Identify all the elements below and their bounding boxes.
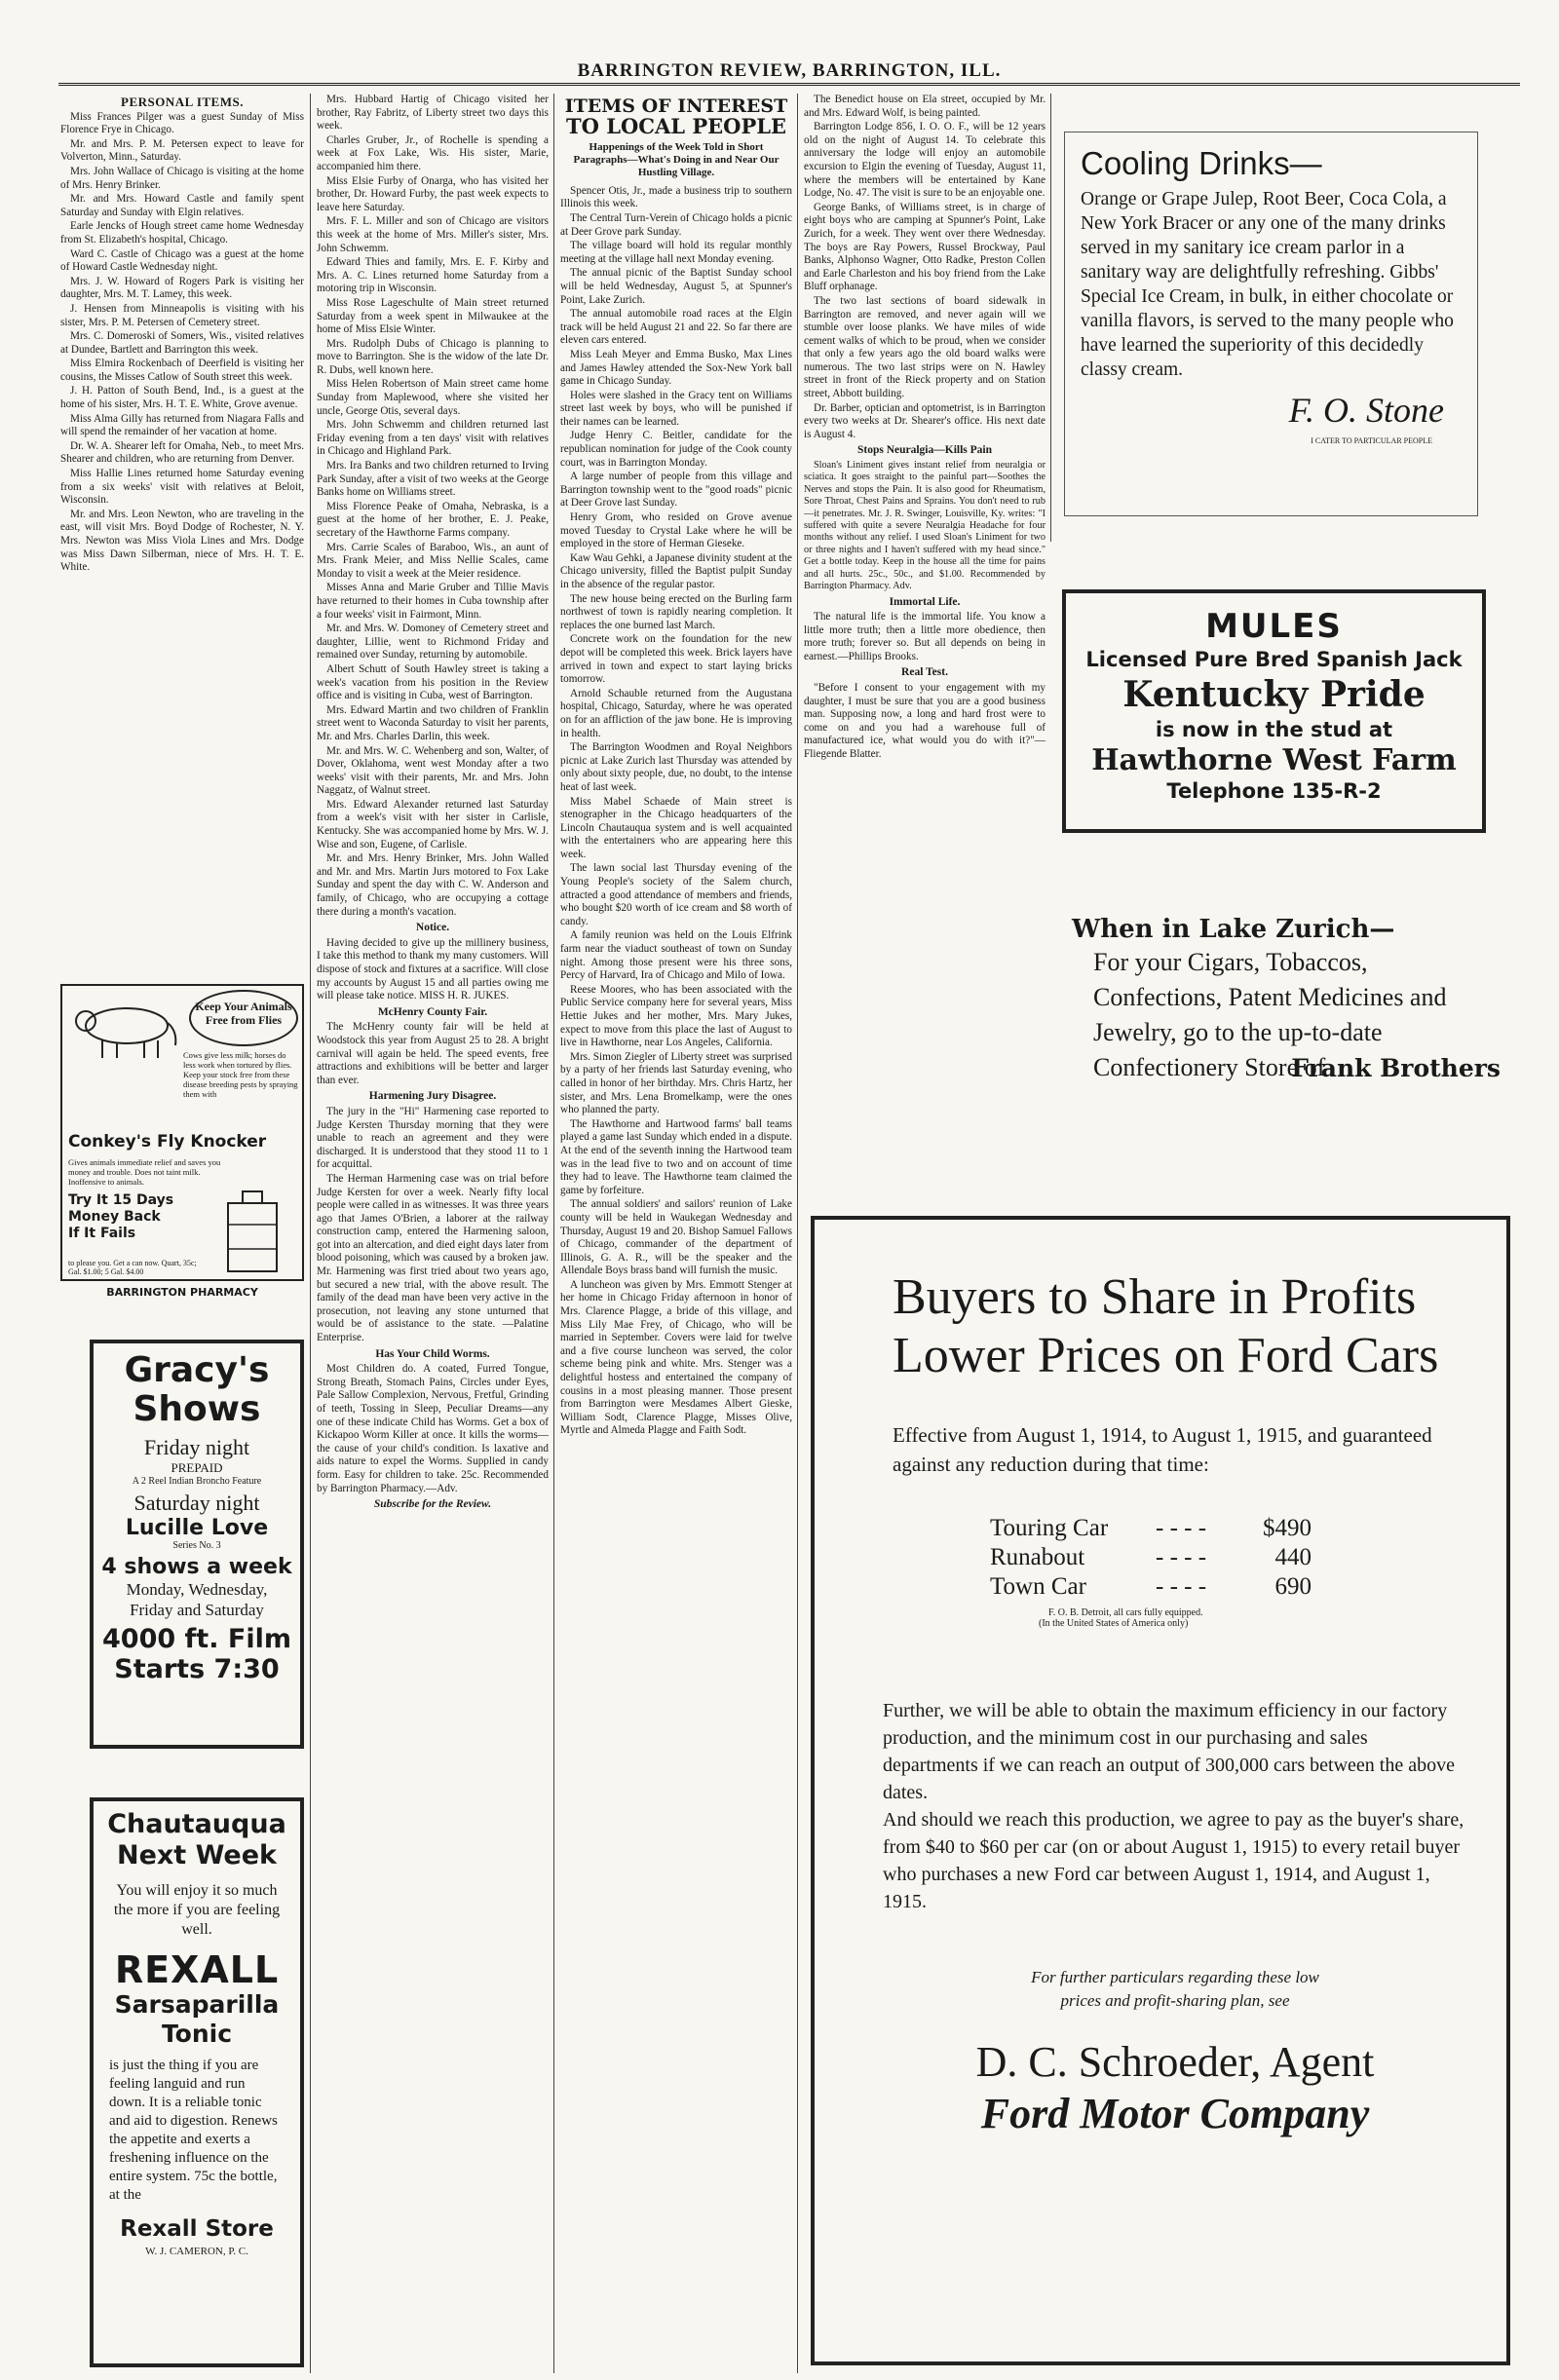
- ford-model-name: Touring Car: [990, 1515, 1109, 1541]
- ford-fob-note: (In the United States of America only): [1039, 1618, 1189, 1629]
- mules-line2: is now in the stud at: [1155, 718, 1393, 741]
- personal-item: Mr. and Mrs. Henry Brinker, Mrs. John Walled and Mr. and Mrs. Martin Jurs motored to Fox Lake Sunday and spent the day with C. W. Anderson and family, of Chicago, who are occupying a cottage there during a month's vacation.: [317, 852, 549, 918]
- personal-item: Miss Elmira Rockenbach of Deerfield is visiting her cousins, the Misses Catlow of South street this week.: [60, 358, 304, 383]
- ford-model-price: 440: [1274, 1544, 1312, 1570]
- local-item: The annual picnic of the Baptist Sunday school will be held Wednesday, August 5, at Spunner's Point, Lake Zurich.: [560, 267, 792, 306]
- chautauqua-next-week: Next Week: [116, 1840, 278, 1870]
- gracy-film: 4000 ft. Film: [102, 1624, 291, 1654]
- frank-brothers: Frank Brothers: [1291, 1054, 1501, 1082]
- ford-model-price: $490: [1263, 1515, 1312, 1541]
- misc-column: [804, 94, 1046, 1214]
- column-rule: [553, 94, 554, 2373]
- immortal-text: The natural life is the immortal life. You know a little more truth; then a little more obedience, then more truth; forever so. But all depends on being in earnest.—Phillips Brooks.: [804, 611, 1046, 662]
- conkey-can-illustration: [218, 1186, 286, 1273]
- ford-model-name: Town Car: [990, 1573, 1086, 1600]
- local-item: Miss Leah Meyer and Emma Busko, Max Lines and James Hawley attended the Sox-New York ball game in Chicago Sunday.: [560, 348, 792, 388]
- local-item: Holes were slashed in the Gracy tent on Williams street last week by boys, who will be punished if their names can be learned.: [560, 389, 792, 428]
- chautauqua-title: Chautauqua: [107, 1809, 286, 1839]
- gracy-four-shows: 4 shows a week: [101, 1555, 292, 1579]
- rexall-store: Rexall Store: [120, 2216, 274, 2242]
- local-item: Kaw Wau Gehki, a Japanese divinity student at the Chicago university, filled the Baptist pulpit Sunday in the absence of the regular pastor.: [560, 551, 792, 590]
- personal-item: Mr. and Mrs. W. C. Wehenberg and son, Walter, of Dover, Oklahoma, went west Monday after a two weeks' visit with their parents, Mr. and Mrs. John Naggatz, of Walnut street.: [317, 744, 549, 797]
- ford-headline-1: Buyers to Share in Profits: [893, 1269, 1417, 1325]
- items-headline: ITEMS OF INTEREST: [564, 95, 788, 117]
- local-people-headline: TO LOCAL PEOPLE: [565, 114, 787, 139]
- gracy-prepaid: PREPAID: [171, 1460, 223, 1475]
- ford-particulars: For further particulars regarding these low prices and profit-sharing plan, see: [1031, 1968, 1319, 2010]
- jury-text: The jury in the "Hi" Harmening case reported to Judge Kersten Thursday morning that they were unable to reach an agreement and they were discharged. It is understood that they stood 11 to 1 for acquittal.: [317, 1105, 549, 1171]
- ford-further: Further, we will be able to obtain the maximum efficiency in our factory production, and the minimum cost in our purchasing and sales departments if we can reach an output of 300,000 cars between the above dates.: [883, 1700, 1455, 1803]
- personal-item: Albert Schutt of South Hawley street is taking a week's vacation from his position in the Review office and is visiting in Cuba, west of Barrington.: [317, 662, 549, 702]
- gracy-series: Series No. 3: [172, 1540, 221, 1551]
- worms-heading: Has Your Child Worms.: [375, 1347, 490, 1360]
- personal-items-column: [60, 94, 304, 1019]
- notice-heading: Notice.: [415, 922, 450, 934]
- personal-item: Mr. and Mrs. Howard Castle and family spent Saturday and Sunday with Elgin relatives.: [60, 193, 304, 218]
- col3-items: [560, 185, 792, 1438]
- personal-item: Mrs. Edward Martin and two children of Franklin street went to Waconda Saturday to visit her parents, Mr. and Mrs. Charles Darlin, this week.: [317, 703, 549, 742]
- local-item: Concrete work on the foundation for the new depot will be completed this week. Brick layers have arrived in town and expect to start laying bricks tomorrow.: [560, 633, 792, 686]
- ford-price-row: [990, 1514, 1312, 1543]
- rexall-title: REXALL: [114, 1948, 280, 1991]
- personal-item: Mrs. John Wallace of Chicago is visiting at the home of Mrs. Henry Brinker.: [60, 165, 304, 191]
- ford-agent: D. C. Schroeder, Agent: [975, 2038, 1375, 2086]
- conkey-description: Gives animals immediate relief and saves you money and trouble. Does not taint milk. Inoffensive to animals.: [68, 1157, 221, 1187]
- cooling-body: Orange or Grape Julep, Root Beer, Coca Cola, a New York Bracer or any one of the many drinks served in my sanitary ice cream parlor in a sanitary way are delightfully refreshing. Gibbs' Special Ice Cream, in bulk, in either chocolate or vanilla flavors, is served to the many people who have learned the superiority of this decidedly classy cream.: [1081, 189, 1454, 380]
- fair-text: The McHenry county fair will be held at Woodstock this year from August 25 to 28. A bright carnival will again be held. The speed events, free attractions and exhibitions will be better and larger than ever.: [317, 1021, 549, 1086]
- mules-line1: Licensed Pure Bred Spanish Jack: [1085, 648, 1463, 671]
- ford-effective: Effective from August 1, 1914, to August 1, 1915, and guaranteed against any reduction during that time:: [893, 1423, 1432, 1476]
- tonic-title: Tonic: [161, 2020, 233, 2048]
- items-subhead: Happenings of the Week Told in Short Paragraphs—What's Doing in and Near Our Hustling Village.: [573, 140, 780, 178]
- col2-items: [317, 94, 549, 919]
- personal-item: Miss Hallie Lines returned home Saturday evening from a six weeks' visit with relatives at Beloit, Wisconsin.: [60, 468, 304, 507]
- notice-text: Having decided to give up the millinery business, I take this method to thank my many customers. Will dispose of stock and fixtures at a sacrifice. Will close my accounts by August 15 and all parties owing me will please take notice. MISS H. R. JUKES.: [317, 936, 549, 1002]
- gracy-feature: A 2 Reel Indian Broncho Feature: [132, 1476, 262, 1487]
- ford-ad: [811, 1216, 1510, 2365]
- ford-company: Ford Motor Company: [980, 2090, 1370, 2137]
- ford-model-name: Runabout: [990, 1544, 1085, 1570]
- local-item: A large number of people from this village and Barrington township went to the "good roads" picnic at Deer Grove last Sunday.: [560, 471, 792, 510]
- mules-ad: [1062, 589, 1486, 833]
- ford-model-leader: - - - -: [1156, 1515, 1207, 1541]
- conkey-body: Cows give less milk; horses do less work when tortured by flies. Keep your stock free from these disease breeding pests by spraying them with: [183, 1050, 298, 1099]
- masthead: BARRINGTON REVIEW, BARRINGTON, ILL.: [58, 60, 1520, 86]
- gracy-friday: Friday night: [143, 1435, 250, 1459]
- local-item: The annual automobile road races at the Elgin track will be held August 21 and 22. So far there are eleven cars entered.: [560, 308, 792, 347]
- local-item: The Hawthorne and Hartwood farms' ball teams played a game last Sunday which ended in a dispute. At the end of the seventh inning the Hartwood team was in the lead five to two and on account of time they had to leave. The Hawthorne team claimed the game by forfeiture.: [560, 1117, 792, 1196]
- conkey-badge: Keep Your Animals Free from Flies: [189, 990, 298, 1046]
- personal-items-heading: PERSONAL ITEMS.: [121, 94, 244, 109]
- local-item: The lawn social last Thursday evening of the Young People's society of the Salem church, attracted a good attendance of members and friends, who bought $20 worth of ice cream and $8 worth of candy.: [560, 862, 792, 927]
- column-rule: [1050, 94, 1051, 542]
- personal-item: Miss Helen Robertson of Main street came home Sunday from Maplewood, where she visited her uncle, George Otis, several days.: [317, 378, 549, 417]
- column-rule: [310, 94, 311, 2373]
- sloan-heading: Stops Neuralgia—Kills Pain: [856, 444, 993, 457]
- personal-item: Charles Gruber, Jr., of Rochelle is spending a week at Fox Lake, Wis. His sister, Marie, accompanied him there.: [317, 133, 549, 172]
- ford-model-leader: - - - -: [1156, 1573, 1207, 1600]
- conkey-illustration: [68, 992, 180, 1060]
- conkey-seller: BARRINGTON PHARMACY: [106, 1286, 258, 1299]
- gracy-saturday: Saturday night: [133, 1491, 260, 1515]
- gracy-lucille: Lucille Love: [125, 1516, 269, 1540]
- ford-price-row: [990, 1543, 1312, 1572]
- mules-title: MULES: [1205, 607, 1343, 646]
- gracy-title: Gracy's: [124, 1350, 270, 1390]
- immortal-heading: Immortal Life.: [889, 595, 961, 608]
- local-item: Henry Grom, who resided on Grove avenue moved Tuesday to Crystal Lake where he will be employed in the store of Herman Gieseke.: [560, 511, 792, 550]
- personal-item: Dr. W. A. Shearer left for Omaha, Neb., to meet Mrs. Shearer and children, who are returning from Denver.: [60, 439, 304, 466]
- test-heading: Real Test.: [901, 666, 948, 679]
- ford-price-row: [990, 1572, 1312, 1602]
- ford-model-leader: - - - -: [1156, 1544, 1207, 1570]
- local-item: A luncheon was given by Mrs. Emmott Stenger at her home in Chicago Friday afternoon in honor of Mrs. Clarence Plagge, a bride of this village, and Miss Lily Mae Frey, of Chicago, who will be married in September. Covers were laid for twelve and a five course luncheon was served, the color scheme being pink and white. Mrs. Stenger was a delightful hostess and entertained the company of cousins in a most pleasing manner. Those present from Barrington were Mesdames Albert Gieske, William Sodt, Clarence Plagge, Misses Olive, Myrtle and Almeda Plagge and Faith Sodt.: [560, 1278, 792, 1437]
- worms-text: Most Children do. A coated, Furred Tongue, Strong Breath, Stomach Pains, Circles under Eyes, Pale Sallow Complexion, Nervous, Fretful, Grinding of teeth, Tossing in Sleep, Peculiar Dreams—any one of these indicate Child has Worms. Get a box of Kickapoo Worm Killer at once. It kills the worms—the cause of your child's condition. Is laxative and aids nature to expel the Worms. Supplied in candy form. Easy for children to take. 25c. Recommended by Barrington Pharmacy.—Adv.: [317, 1363, 549, 1494]
- personal-items-list: [60, 111, 304, 575]
- sloan-text: Sloan's Liniment gives instant relief from neuralgia or sciatica. It goes straight to the painful part—Soothes the Nerves and stops the Pain. It is also good for Rheumatism, Sore Throat, Chest Pains and Sprains. You don't need to rub—it penetrates. Mr. J. R. Swinger, Louisville, Ky. writes: "I suffered with quite a severe Neuralgia Headache for four months without any relief. I used Sloan's Liniment for two or three nights and I haven't suffered with my head since." Get a bottle today. Keep in the house all the time for pains and all hurts. 25c., 50c., and $1.00. Recommended by Barrington Pharmacy. Adv.: [804, 460, 1046, 592]
- local-item: The Central Turn-Verein of Chicago holds a picnic at Deer Grove park Sunday.: [560, 211, 792, 238]
- jury-text: The Herman Harmening case was on trial before Judge Kersten for over a week. Nearly fifty local people were called in as witnesses. It was three years ago that James O'Brien, a laborer at the railway construction camp, entered the Harmening saloon, got into an altercation, and died eight days later from blood poisoning, which was caused by a broken jaw. Mr. Harmening was first tried about two years ago, but secured a new trial, with the above result. The family of the dead man have been very active in the prosecution, not leaving any stone unturned that would be of assistance to the state. —Palatine Enterprise.: [317, 1172, 549, 1344]
- personal-item: Earle Jencks of Hough street came home Wednesday from St. Elizabeth's hospital, Chicago.: [60, 220, 304, 246]
- cooling-drinks-ad: [1064, 132, 1478, 516]
- chautauqua-body: You will enjoy it so much the more if you are feeling well.: [113, 1882, 281, 1938]
- mules-farm: Hawthorne West Farm: [1091, 743, 1457, 777]
- ford-price-table: [990, 1514, 1467, 1602]
- personal-item: Mr. and Mrs. Leon Newton, who are traveling in the east, will visit Mrs. Boyd Dodge of Rochester, N. Y. Mrs. Newton was Miss Viola Lines and Mrs. Dodge was Miss Dawn Silberman, niece of Mrs. H. T. E. White.: [60, 508, 304, 574]
- local-item: Judge Henry C. Beitler, candidate for the republican nomination for judge of the Cook county court, was in Barrington Monday.: [560, 430, 792, 469]
- ford-agreement: And should we reach this production, we agree to pay as the buyer's share, from $40 to $60 per car (on or about August 1, 1915) to every retail buyer who purchases a new Ford car between August 1, 1914, and August 1, 1915.: [883, 1809, 1464, 1912]
- personal-item: Mrs. C. Domeroski of Somers, Wis., visited relatives at Dundee, Bartlett and Barrington this week.: [60, 330, 304, 356]
- mules-phone: Telephone 135-R-2: [1166, 779, 1382, 803]
- jury-heading: Harmening Jury Disagree.: [368, 1090, 497, 1103]
- fair-heading: McHenry County Fair.: [377, 1005, 488, 1018]
- ford-fob: F. O. B. Detroit, all cars fully equipped.: [1048, 1607, 1203, 1618]
- local-item: A family reunion was held on the Louis Elfrink farm near the viaduct southeast of town on Sunday night. Among those present were his three sons, Percy of Harvard, Ira of Chicago and Milo of Iowa.: [560, 929, 792, 982]
- column-rule: [797, 94, 798, 2373]
- personal-item: Mr. and Mrs. P. M. Petersen expect to leave for Volverton, Minn., Saturday.: [60, 137, 304, 164]
- conkey-prices: to please you. Get a can now. Quart, 35c; Gal. $1.00; 5 Gal. $4.00: [68, 1259, 197, 1276]
- local-item: The new house being erected on the Burling farm northwest of town is rapidly nearing completion. It replaces the one burned last March.: [560, 592, 792, 631]
- personal-item: Mrs. Edward Alexander returned last Saturday from a week's visit with her sister in Carlisle, Kentucky. She was accompanied home by Mrs. W. J. Wise and son, Eugene, of Carlisle.: [317, 798, 549, 850]
- gracy-shows-title: Shows: [133, 1389, 261, 1429]
- local-item: The two last sections of board sidewalk in Barrington are removed, and never again will we stumble over loose planks. We have miles of wide cement walks of which to be proud, when we consider that only a few years ago the old board walks were numerous. The two last strips were on N. Hawley street in front of the Rieck property and on Station street, Abbott building.: [804, 294, 1046, 400]
- conkey-offer: Try It 15 Days Money Back If It Fails: [68, 1192, 174, 1241]
- personal-item: Miss Rose Lageschulte of Main street returned Saturday from a week spent in Milwaukee at the home of Miss Elsie Winter.: [317, 296, 549, 336]
- personal-item: Misses Anna and Marie Gruber and Tillie Mavis have returned to their homes in Cuba township after a four weeks' visit in Fairmont, Minn.: [317, 582, 549, 621]
- zurich-body: For your Cigars, Tobaccos, Confections, Patent Medicines and Jewelry, go to the up-to-date Confectionery Store of: [1093, 948, 1447, 1081]
- local-item: The Benedict house on Ela street, occupied by Mr. and Mrs. Edward Wolf, is being painted.: [804, 94, 1046, 119]
- local-item: Arnold Schauble returned from the Augustana hospital, Chicago, Saturday, where he was operated on for an affliction of the jaw bone. He is improving in health.: [560, 687, 792, 739]
- gracy-shows-ad: [90, 1340, 304, 1749]
- rexall-ad: [90, 1797, 304, 2367]
- personal-item: Mr. and Mrs. W. Domoney of Cemetery street and daughter, Lillie, went to Richmond Friday and remained over Sunday, returning by automobile.: [317, 623, 549, 661]
- subscribe-line: Subscribe for the Review.: [373, 1498, 492, 1511]
- conkey-brand: Conkey's Fly Knocker: [68, 1132, 267, 1152]
- col4-items: [804, 94, 1046, 441]
- personal-item: Mrs. John Schwemm and children returned last Friday evening from a ten days' visit with relatives in Chicago and Highland Park.: [317, 419, 549, 458]
- local-item: Mrs. Simon Ziegler of Liberty street was surprised by a party of her friends last Saturday evening, who called in honor of her birthday. Mrs. Chris Hartz, her sister, and Mrs. Lena Bromelkamp, were the ones who planned the party.: [560, 1050, 792, 1116]
- personal-item: Mrs. F. L. Miller and son of Chicago are visitors this week at the home of Mrs. Miller's sister, Mrs. John Schwemm.: [317, 215, 549, 254]
- cooling-tagline: I CATER TO PARTICULAR PEOPLE: [1311, 436, 1432, 445]
- rexall-owner: W. J. CAMERON, P. C.: [145, 2246, 248, 2257]
- personal-item: Mrs. Rudolph Dubs of Chicago is planning to move to Barrington. She is the widow of the late Dr. R. Dubs, well known here.: [317, 337, 549, 376]
- local-item: Reese Moores, who has been associated with the Public Service company here for several years, Miss Hettie Jukes and her mother, Mrs. Mary Jukes, expect to move from this place the last of August to live in Hawthorne, near Los Angeles, California.: [560, 983, 792, 1049]
- local-item: The village board will hold its regular monthly meeting at the village hall next Monday evening.: [560, 240, 792, 265]
- personal-item: Ward C. Castle of Chicago was a guest at the home of Howard Castle Wednesday night.: [60, 247, 304, 274]
- personal-item: Mrs. Ira Banks and two children returned to Irving Park Sunday, after a visit of two weeks at the George Banks home on Williams street.: [317, 460, 549, 499]
- personal-items-column-2: [317, 94, 549, 2368]
- zurich-title: When in Lake Zurich—: [1072, 915, 1395, 944]
- personal-item: J. H. Patton of South Bend, Ind., is a guest at the home of his sister, Mrs. H. T. E. White, Grove avenue.: [60, 385, 304, 411]
- local-item: The Barrington Woodmen and Royal Neighbors picnic at Lake Zurich last Thursday was attended by only about sixty people, due, no doubt, to the intense heat of last week.: [560, 741, 792, 793]
- stone-signature: F. O. Stone: [1288, 391, 1444, 430]
- conkey-ad: [60, 984, 304, 1281]
- items-of-interest-column: [560, 94, 792, 2368]
- ford-headline-2: Lower Prices on Ford Cars: [893, 1328, 1439, 1383]
- personal-item: Mrs. Carrie Scales of Baraboo, Wis., an aunt of Mrs. Frank Meier, and Miss Nellie Scales, came Monday to visit a week at the Meier residence.: [317, 541, 549, 580]
- local-item: The annual soldiers' and sailors' reunion of Lake county will be held in Waukegan Wednesday and Thursday, August 19 and 20. Bishop Samuel Fallows of Chicago, commander of the department of Illinois, G. A. R., will be the speaker and the Allendale Boys brass band will furnish the music.: [560, 1198, 792, 1277]
- personal-item: Miss Florence Peake of Omaha, Nebraska, is a guest at the home of her brother, E. J. Peake, secretary of the Hawthorne Farms company.: [317, 500, 549, 539]
- personal-item: Edward Thies and family, Mrs. E. F. Kirby and Mrs. A. C. Lines returned home Saturday from a motoring trip in Wisconsin.: [317, 256, 549, 295]
- gracy-days: Monday, Wednesday, Friday and Saturday: [126, 1580, 268, 1619]
- sarsaparilla-title: Sarsaparilla: [114, 1990, 280, 2019]
- gracy-starts: Starts 7:30: [114, 1654, 280, 1684]
- rexall-body: is just the thing if you are feeling languid and run down. It is a reliable tonic and aid to digestion. Renews the appetite and exerts a freshening influence on the entire system. 75c the bottle, at the: [109, 2058, 278, 2203]
- local-item: George Banks, of Williams street, is in charge of eight boys who are camping at Spunner's Point, Lake Zurich, for a week. They went over there Wednesday. The boys are Ray Powers, Russel Brockway, Paul Banks, Alphonso Wagner, Otto Radke, Preston Collen and Earle Charleston and his boy friend from the Lake Bluff orphanage.: [804, 201, 1046, 293]
- local-item: Miss Mabel Schaede of Main street is stenographer in the Chicago headquarters of the Lincoln Chautauqua system and is well acquainted with the entertainers who are appearing here this week.: [560, 795, 792, 860]
- personal-item: Miss Alma Gilly has returned from Niagara Falls and will spend the remainder of her vacation at home.: [60, 412, 304, 438]
- kentucky-pride: Kentucky Pride: [1122, 674, 1426, 715]
- personal-item: Mrs. J. W. Howard of Rogers Park is visiting her daughter, Mrs. M. T. Lamey, this week.: [60, 275, 304, 301]
- ford-model-price: 690: [1274, 1573, 1312, 1600]
- lake-zurich-ad: [1072, 914, 1501, 1157]
- test-text: "Before I consent to your engagement with my daughter, I must be sure that you are a good business man. Supposing now, a long and hard frost were to come on and you had a warehouse full of manufactured ice, what would you do with it?"—Fliegende Blatter.: [804, 682, 1046, 761]
- local-item: Barrington Lodge 856, I. O. O. F., will be 12 years old on the night of August 14. To celebrate this anniversary the lodge will enjoy an automobile excursion to Elgin the evening of Tuesday, August 11, where the members will be entertained by Kane Lodge, No. 47. The visit is sure to be an enjoyable one.: [804, 121, 1046, 200]
- personal-item: Miss Frances Pilger was a guest Sunday of Miss Florence Frye in Chicago.: [60, 110, 304, 136]
- personal-item: J. Hensen from Minneapolis is visiting with his sister, Mrs. P. M. Petersen of Cemetery street.: [60, 302, 304, 328]
- personal-item: Mrs. Hubbard Hartig of Chicago visited her brother, Ray Fabritz, of Liberty street two days this week.: [317, 94, 549, 132]
- cooling-title: Cooling Drinks—: [1081, 145, 1322, 181]
- personal-item: Miss Elsie Furby of Onarga, who has visited her brother, Dr. Howard Furby, the past week expects to leave here Saturday.: [317, 174, 549, 213]
- local-item: Dr. Barber, optician and optometrist, is in Barrington every two weeks at Dr. Shearer's office. His next date is August 4.: [804, 401, 1046, 440]
- local-item: Spencer Otis, Jr., made a business trip to southern Illinois this week.: [560, 184, 792, 210]
